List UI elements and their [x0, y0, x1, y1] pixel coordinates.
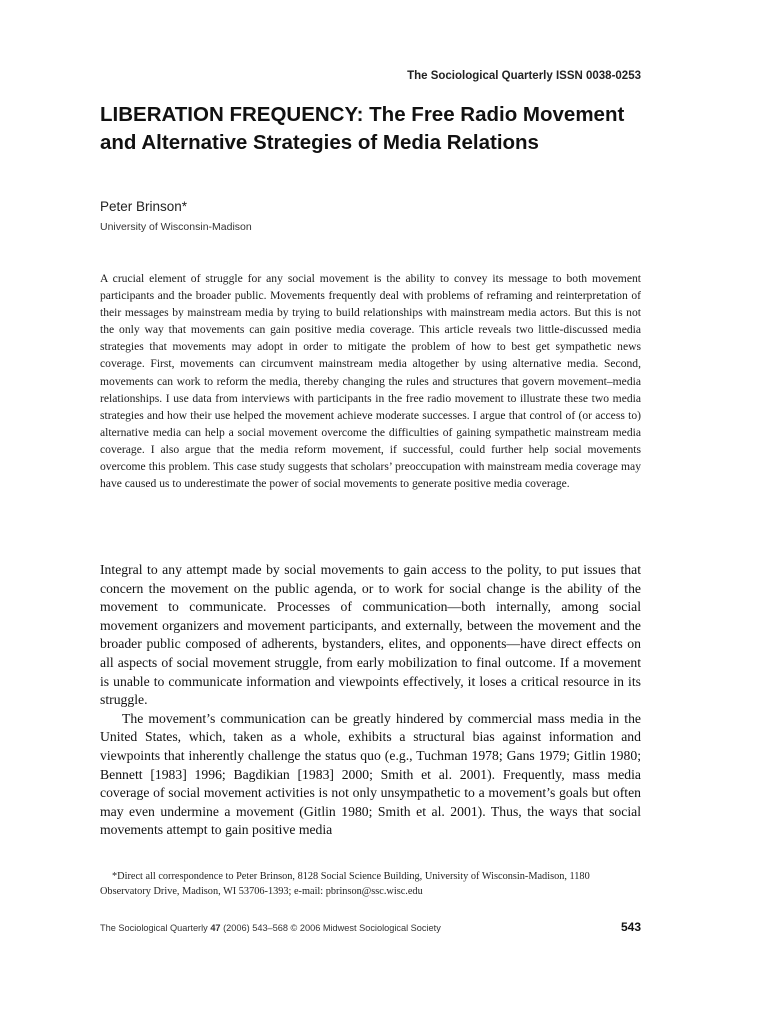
body-paragraph-2: The movement’s communication can be greatly hindered by commercial mass media in the United States, which, taken as a whole, exhibits a structural bias against information and viewpoints that inherently challenge the status quo (e.g., Tuchman 1978; Gans 1979; Gitlin 1980; Bennett [1983] 1996; Bagdikian [1983] 2000; Smith et al. 2001). Frequently, mass media coverage of social movement activities is not only unsympathetic to a movement’s goals but often may even undermine a movement (Gitlin 1980; Smith et al. 2001). Thus, the ways that social movements attempt to gain positive media [100, 710, 641, 838]
footer-citation-rest: (2006) 543–568 © 2006 Midwest Sociological Society [223, 923, 441, 933]
correspondence-footnote: *Direct all correspondence to Peter Brinson, 8128 Social Science Building, University of Wisconsin-Madison, 1180 Observatory Drive, Madison, WI 53706-1393; e-mail: pbrinson@ssc.wisc.edu [100, 871, 590, 897]
journal-issn-header: The Sociological Quarterly ISSN 0038-0253 [407, 70, 641, 82]
author-name: Peter Brinson* [100, 199, 188, 214]
article-body [100, 561, 641, 840]
page-number: 543 [620, 920, 641, 934]
footer-volume: 47 [210, 923, 221, 933]
footer-citation [100, 923, 441, 933]
footer-journal: The Sociological Quarterly [100, 923, 208, 933]
journal-page [100, 0, 641, 1024]
author-affiliation: University of Wisconsin-Madison [100, 221, 252, 233]
article-title: LIBERATION FREQUENCY: The Free Radio Movement and Alternative Strategies of Media Relations [100, 103, 625, 154]
body-paragraph-1: Integral to any attempt made by social movements to gain access to the polity, to put issues that concern the movement on the public agenda, or to work for social change is the ability of the movement to communicate. Processes of communication—both internally, among social movement organizers and movement participants, and externally, between the movement and the broader public composed of adherents, bystanders, elites, and opponents—have direct effects on all aspects of social movement struggle, from early mobilization to final outcome. If a movement is unable to communicate information and viewpoints effectively, it loses a critical resource in its struggle. [100, 562, 641, 708]
abstract: A crucial element of struggle for any social movement is the ability to convey its message to both movement participants and the broader public. Movements frequently deal with problems of reframing and reinterpretation of their messages by mainstream media by trying to build relationships with mainstream media actors. But this is not the only way that movements can gain positive media coverage. This article reveals two little-discussed media strategies that movements may adopt in order to mitigate the problem of how to best get sympathetic news coverage. First, movements can circumvent mainstream media altogether by using alternative media. Second, movements can work to reform the media, thereby changing the rules and structures that govern movement–media relationships. I use data from interviews with participants in the free radio movement to illustrate these two media strategies and how their use helped the movement achieve moderate successes. I argue that control of (or access to) alternative media can help a social movement overcome the difficulties of gaining sympathetic mainstream media coverage. I also argue that the media reform movement, if successful, could further help social movements overcome this problem. This case study suggests that scholars’ preoccupation with mainstream media coverage may have caused us to underestimate the power of social movements to generate positive media coverage. [100, 272, 641, 491]
